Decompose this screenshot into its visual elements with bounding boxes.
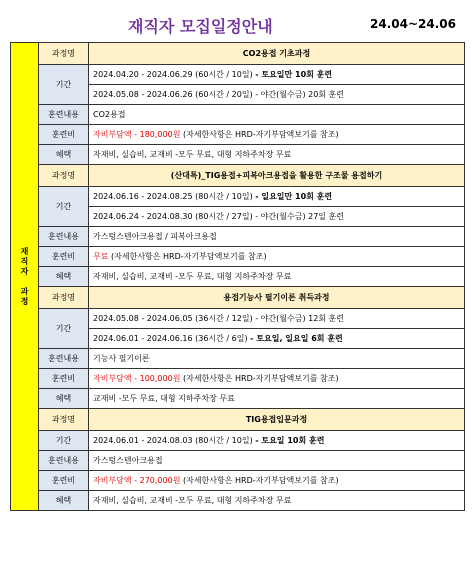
benefit-label: 혜택 (39, 389, 89, 409)
course-label: 과정명 (39, 287, 89, 309)
content-label: 훈련내용 (39, 349, 89, 369)
course-3-name-row (11, 287, 465, 309)
course-1-period-row-1 (11, 65, 465, 85)
benefit-value: 자재비, 실습비, 교재비 -모두 무료, 대형 지하주차장 무료 (89, 267, 465, 287)
course-3-fee-row (11, 369, 465, 389)
course-4-content-row (11, 451, 465, 471)
benefit-value: 자재비, 실습비, 교재비 -모두 무료, 대형 지하주차장 무료 (89, 491, 465, 511)
course-label: 과정명 (39, 409, 89, 431)
course-name: TIG용접입문과정 (89, 409, 465, 431)
course-4-fee-row (11, 471, 465, 491)
period-value: 2024.06.01 - 2024.06.16 (36시간 / 6일) - 토요일, 일요일 6회 훈련 (89, 329, 465, 349)
fee-value: 무료 (자세한사항은 HRD-자기부담액보기를 참조) (89, 247, 465, 267)
course-4-benefit-row (11, 491, 465, 511)
period-value: 2024.06.24 - 2024.08.30 (80시간 / 27일) - 야간(월수금) 27일 훈련 (89, 207, 465, 227)
fee-value: 자비부담액 - 100,000원 (자세한사항은 HRD-자기부담액보기를 참조) (89, 369, 465, 389)
course-2-period-row-1 (11, 187, 465, 207)
course-1-fee-row (11, 125, 465, 145)
course-1-name-row (11, 43, 465, 65)
period-label: 기간 (39, 187, 89, 227)
course-3-period-row-1 (11, 309, 465, 329)
content-label: 훈련내용 (39, 451, 89, 471)
recruit-period: 24.04~24.06 (370, 17, 456, 31)
content-value: 가스텅스텐아크용접 (89, 451, 465, 471)
period-value: 2024.06.01 - 2024.08.03 (80시간 / 10일) - 토요일 10회 훈련 (89, 431, 465, 451)
period-label: 기간 (39, 65, 89, 105)
content-value: CO2용접 (89, 105, 465, 125)
period-label: 기간 (39, 309, 89, 349)
content-value: 가스텅스텐아크용접 / 피복아크용접 (89, 227, 465, 247)
course-name: CO2용접 기초과정 (89, 43, 465, 65)
course-name: (산대특)_TIG용접+피복아크용접을 활용한 구조물 용접하기 (89, 165, 465, 187)
fee-label: 훈련비 (39, 471, 89, 491)
period-value: 2024.05.08 - 2024.06.05 (36시간 / 12일) - 야간(월수금) 12회 훈련 (89, 309, 465, 329)
page-title: 재직자 모집일정안내 (128, 17, 273, 36)
benefit-value: 자재비, 실습비, 교재비 -모두 무료, 대형 지하주차장 무료 (89, 145, 465, 165)
fee-value: 자비부담액 - 180,000원 (자세한사항은 HRD-자기부담액보기를 참조) (89, 125, 465, 145)
fee-label: 훈련비 (39, 125, 89, 145)
fee-label: 훈련비 (39, 369, 89, 389)
period-value: 2024.06.16 - 2024.08.25 (80시간 / 10일) - 일요일만 10회 훈련 (89, 187, 465, 207)
period-label: 기간 (39, 431, 89, 451)
content-value: 기능사 필기이론 (89, 349, 465, 369)
side-label: 재 직 자 과 정 (11, 43, 39, 511)
content-label: 훈련내용 (39, 105, 89, 125)
course-2-benefit-row (11, 267, 465, 287)
content-label: 훈련내용 (39, 227, 89, 247)
course-4-period-row (11, 431, 465, 451)
benefit-label: 혜택 (39, 491, 89, 511)
course-2-name-row (11, 165, 465, 187)
course-3-benefit-row (11, 389, 465, 409)
benefit-value: 교재비 -모두 무료, 대형 지하주차장 무료 (89, 389, 465, 409)
course-2-fee-row (11, 247, 465, 267)
schedule-table (10, 42, 465, 511)
course-3-content-row (11, 349, 465, 369)
course-1-content-row (11, 105, 465, 125)
course-label: 과정명 (39, 165, 89, 187)
course-1-benefit-row (11, 145, 465, 165)
page-header (0, 0, 474, 44)
course-2-content-row (11, 227, 465, 247)
fee-label: 훈련비 (39, 247, 89, 267)
benefit-label: 혜택 (39, 267, 89, 287)
fee-value: 자비부담액 - 270,000원 (자세한사항은 HRD-자기부담액보기를 참조) (89, 471, 465, 491)
course-name: 용접기능사 필기이론 취득과정 (89, 287, 465, 309)
benefit-label: 혜택 (39, 145, 89, 165)
course-4-name-row (11, 409, 465, 431)
period-value: 2024.05.08 - 2024.06.26 (60시간 / 20일) - 야간(월수금) 20회 훈련 (89, 85, 465, 105)
period-value: 2024.04.20 - 2024.06.29 (60시간 / 10일) - 토요일만 10회 훈련 (89, 65, 465, 85)
course-label: 과정명 (39, 43, 89, 65)
